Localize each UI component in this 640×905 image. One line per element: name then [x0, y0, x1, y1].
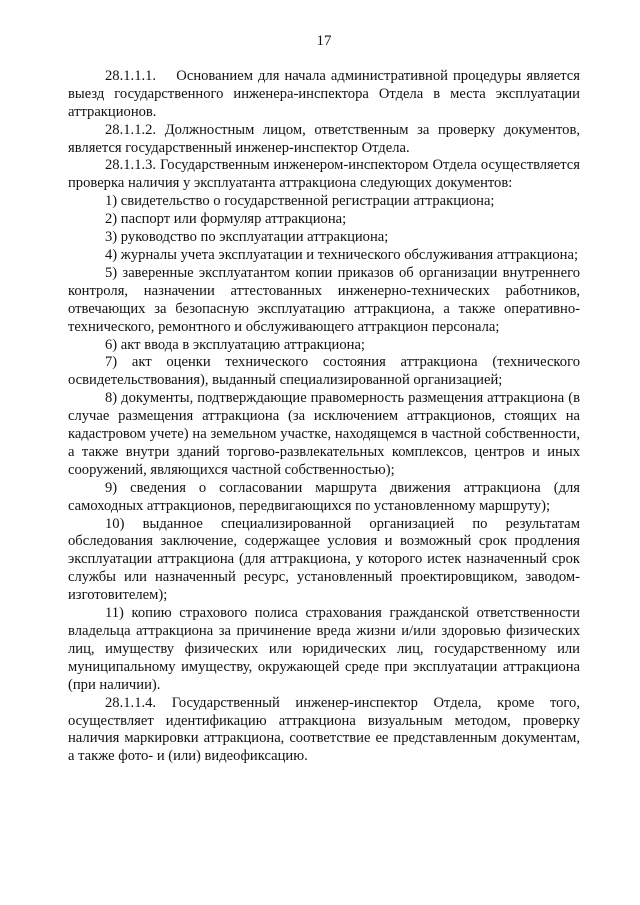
list-item: 10) выданное специализированной организацией по результатам обследования заключение, содержащее условия и возможный срок продления эксплуатации аттракциона (для аттракциона, у которого истек назначенный срок службы или назначенный ресурс, установленный проектировщиком, заводом-изготовителем);	[68, 515, 580, 604]
list-item: 3) руководство по эксплуатации аттракциона;	[105, 229, 389, 246]
list-item: 4) журналы учета эксплуатации и технического обслуживания аттракциона;	[105, 246, 579, 263]
page-number: 17	[316, 33, 332, 49]
list-item: 11) копию страхового полиса страхования гражданской ответственности владельца аттракциона за причинение вреда жизни и/или здоровью физических лиц, имуществу физических или юридических лиц, государственному или муниципальному имуществу, окружающей среде при эксплуатации аттракциона (при наличии).	[68, 605, 580, 693]
list-item: 9) сведения о согласовании маршрута движения аттракциона (для самоходных аттракционов, передвигающихся по установленному маршруту);	[68, 479, 580, 514]
list-item: 5) заверенные эксплуатантом копии приказов об организации внутреннего контроля, назначении аттестованных инженерно-технических работников, отвечающих за безопасную эксплуатацию аттракциона, а также оперативно-технического, ремонтного и обслуживающего аттракцион персонала;	[68, 264, 580, 335]
paragraph-28-1-1-4: 28.1.1.4. Государственный инженер-инспектор Отдела, кроме того, осуществляет идентификацию аттракциона визуальным методом, проверку наличия маркировки аттракциона, соответствие ее представленным документам, а также фото- и (или) видеофиксацию.	[68, 694, 580, 765]
document-page	[68, 33, 580, 766]
paragraph-28-1-1-2: 28.1.1.2. Должностным лицом, ответственным за проверку документов, является государственный инженер-инспектор Отдела.	[68, 121, 580, 156]
list-item: 7) акт оценки технического состояния аттракциона (технического освидетельствования), выданный специализированной организацией;	[68, 354, 580, 389]
list-item: 8) документы, подтверждающие правомерность размещения аттракциона (в случае размещения аттракциона (за исключением аттракционов, стоящих на кадастровом учете) на земельном участке, находящемся в частной собственности, а также внутри зданий торгово-развлекательных комплексов, центров и иных сооружений, являющихся частной собственностью);	[68, 390, 580, 478]
list-item: 1) свидетельство о государственной регистрации аттракциона;	[105, 193, 495, 210]
list-item: 6) акт ввода в эксплуатацию аттракциона;	[105, 336, 365, 353]
paragraph-28-1-1-1: 28.1.1.1. Основанием для начала административной процедуры является выезд государственного инженера-инспектора Отдела в места эксплуатации аттракционов.	[68, 67, 580, 120]
list-item: 2) паспорт или формуляр аттракциона;	[105, 211, 347, 228]
documents-list	[68, 193, 580, 694]
paragraph-28-1-1-3: 28.1.1.3. Государственным инженером-инспектором Отдела осуществляется проверка наличия у эксплуатанта аттракциона следующих документов:	[68, 157, 580, 192]
